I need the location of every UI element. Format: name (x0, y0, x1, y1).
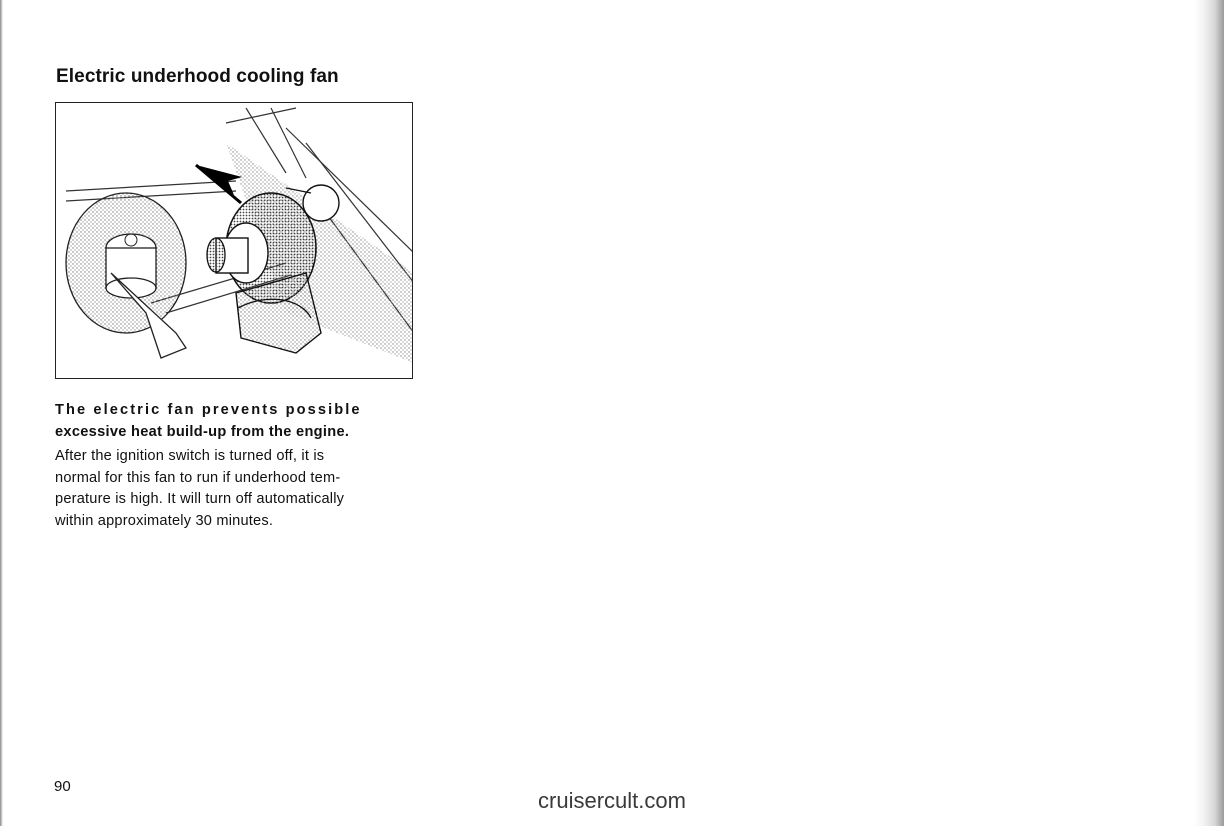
lead-line-2: excessive heat build-up from the engine. (55, 424, 350, 440)
page-number: 90 (54, 778, 71, 795)
section-title: Electric underhood cooling fan (56, 66, 339, 87)
facing-page-edge (1194, 0, 1224, 826)
left-component (66, 193, 186, 358)
body-line-2: normal for this fan to run if underhood tem- (55, 469, 341, 486)
body-line-1: After the ignition switch is turned off, it is (55, 448, 325, 464)
indicator-arrow-icon (196, 165, 242, 203)
lead-line-1: The electric fan prevents possible (55, 402, 362, 418)
lead-paragraph (55, 399, 417, 443)
cooling-fan-illustration (55, 102, 413, 379)
site-watermark: cruisercult.com (538, 788, 686, 813)
fan-diagram-svg (56, 103, 413, 379)
body-line-4: within approximately 30 minutes. (55, 512, 274, 529)
page-edge-shadow (0, 0, 3, 826)
body-line-3: perature is high. It will turn off automatically (55, 491, 345, 507)
body-paragraph (55, 446, 417, 532)
